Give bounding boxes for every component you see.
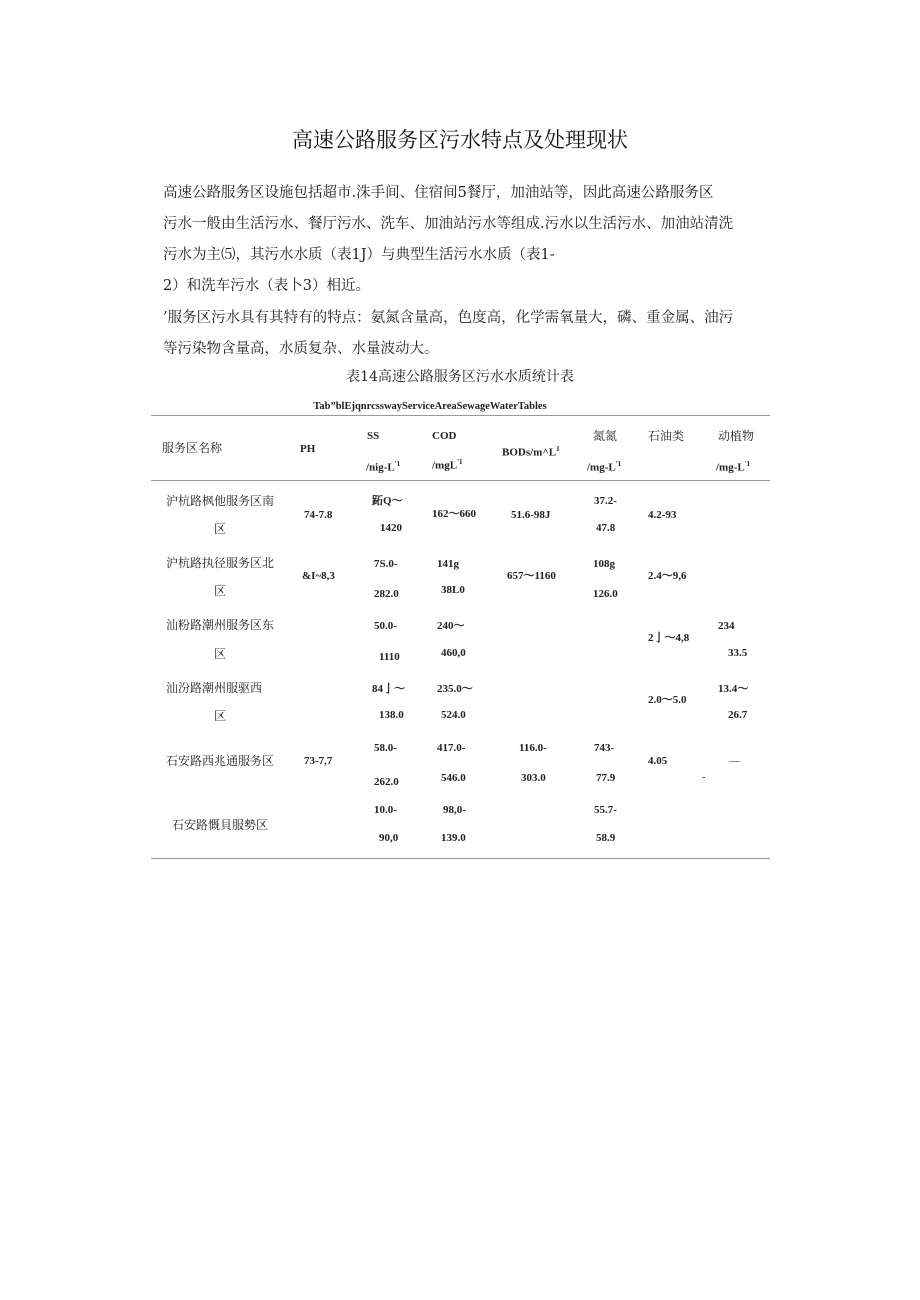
paragraph-line: 等污染物含量高，水质复杂、水量波动大。 [163, 341, 439, 357]
header-ss: SS [367, 430, 380, 442]
table-top-rule [151, 415, 770, 416]
row-name-cont: 区 [214, 584, 227, 598]
row-cod-cont: 139.0 [441, 832, 466, 844]
document-title: 高速公路服务区污水特点及处理现状 [292, 128, 628, 152]
row-ss-cont: 1420 [380, 522, 402, 534]
row-ss-cont: 262.0 [374, 776, 399, 788]
row-cod: 162～660 [432, 508, 476, 520]
row-ss: 50.0- [374, 620, 397, 632]
paragraph-line: 2）和洗车污水（表卜3）相近。 [163, 278, 370, 294]
row-ss-cont: 138.0 [379, 709, 404, 721]
row-ss: 跖Q～ [372, 495, 403, 507]
paragraph-line: 污水一般由生活污水、餐厅污水、洗车、加油站污水等组成.污水以生活污水、加油站清洗 [163, 216, 734, 232]
row-petroleum: 4.05 [648, 755, 668, 767]
row-ss: 7S.0- [374, 558, 398, 570]
row-cod: 235.0～ [437, 683, 473, 695]
row-animal-plant-oil-cont: 26.7 [728, 709, 748, 721]
table-caption: 表14高速公路服务区污水水质统计表 [346, 369, 574, 385]
row-cod-cont: 546.0 [441, 772, 466, 784]
row-animal-plant-oil: 13.4～ [718, 683, 749, 695]
row-ammonia: 55.7- [594, 804, 617, 816]
header-animal-plant-oil: 动植物 [718, 429, 755, 443]
row-ammonia-cont: 58.9 [596, 832, 616, 844]
row-bod: 51.6-98J [511, 509, 551, 521]
row-ammonia: 108g [593, 558, 615, 570]
row-cod-cont: 38L0 [441, 584, 465, 596]
row-ss-cont: 90,0 [379, 832, 399, 844]
row-animal-plant-oil-cont: 33.5 [728, 647, 748, 659]
row-cod: 98,0- [443, 804, 466, 816]
row-cod-cont: 460,0 [441, 647, 466, 659]
row-animal-plant-oil: 234 [718, 620, 735, 632]
header-animal-plant-oil-unit: $/mg-L^{'1}$ [716, 460, 751, 474]
row-name: 石安路慨貝服勢区 [172, 818, 269, 832]
row-bod: 116.0- [519, 742, 547, 754]
row-ss: 58.0- [374, 742, 397, 754]
row-name-cont: 区 [214, 709, 227, 723]
row-ammonia: 743- [594, 742, 615, 754]
row-bod-cont: 303.0 [521, 772, 546, 784]
row-animal-plant-oil: — [729, 755, 740, 767]
header-ph: PH [300, 443, 316, 455]
row-ph: &I~8,3 [302, 570, 335, 582]
row-name: 沪杭路执径服务区北 [166, 556, 275, 570]
header-petroleum: 石油类 [648, 429, 685, 443]
header-ammonia: 氮氮 [593, 429, 618, 443]
row-ss-cont: 282.0 [374, 588, 399, 600]
header-ss-unit: $/nig-L^{'1}$ [366, 460, 401, 474]
row-petroleum: 2亅～4,8 [648, 632, 690, 644]
header-name: 服务区名称 [162, 441, 223, 455]
row-name: 沪杭路枫他服务区南 [166, 494, 275, 508]
row-cod: 240～ [437, 620, 465, 632]
row-petroleum: 2.4～9,6 [648, 570, 687, 582]
header-ammonia-unit: $/mg-L^{'1}$ [587, 460, 622, 474]
row-ammonia-cont: 126.0 [593, 588, 618, 600]
header-cod: COD [432, 430, 457, 442]
header-cod-unit: /mgL$^{'1}$ [432, 458, 463, 472]
paragraph-line: ’服务区污水具有其特有的特点：氨氮含量高，色度高，化学需氧量大，磷、重金属、油污 [163, 310, 734, 326]
row-cod: 141g [437, 558, 459, 570]
row-ph: 73-7,7 [304, 755, 333, 767]
row-ammonia-cont: 77.9 [596, 772, 616, 784]
table-bottom-rule [151, 858, 770, 859]
row-name: 汕汾路潮州服驱西 [166, 681, 263, 695]
row-cod-cont: 524.0 [441, 709, 466, 721]
row-name: 汕粉路潮州服务区东 [166, 618, 275, 632]
row-ss: 84亅～ [372, 683, 405, 695]
row-ammonia-cont: 47.8 [596, 522, 616, 534]
row-ss: 10.0- [374, 804, 397, 816]
row-cod: 417.0- [437, 742, 466, 754]
paragraph-line: 高速公路服务区设施包括超市.洙手间、住宿间5餐厅，加油站等，因此高速公路服务区 [163, 185, 714, 201]
row-ammonia: 37.2- [594, 495, 617, 507]
row-bod: 657～1160 [507, 570, 556, 582]
header-bod: BODs/$m\^{}L^1$ [502, 445, 560, 459]
paragraph-line: 污水为主⑸，其污水水质（表1J）与典型生活污水水质（表1- [163, 247, 555, 263]
row-petroleum: 2.0～5.0 [648, 694, 687, 706]
row-name-cont: 区 [214, 647, 227, 661]
table-header-rule [151, 480, 770, 481]
table-subcaption: Tab”blEjqnrcsswayServiceAreaSewageWaterTables [313, 401, 547, 412]
row-name: 石安路西兆通服务区 [166, 754, 275, 768]
row-petroleum-mark: - [702, 771, 706, 783]
row-ss-cont: 1110 [379, 651, 400, 663]
row-name-cont: 区 [214, 522, 227, 536]
row-petroleum: 4.2-93 [648, 509, 677, 521]
row-ph: 74-7.8 [304, 509, 333, 521]
